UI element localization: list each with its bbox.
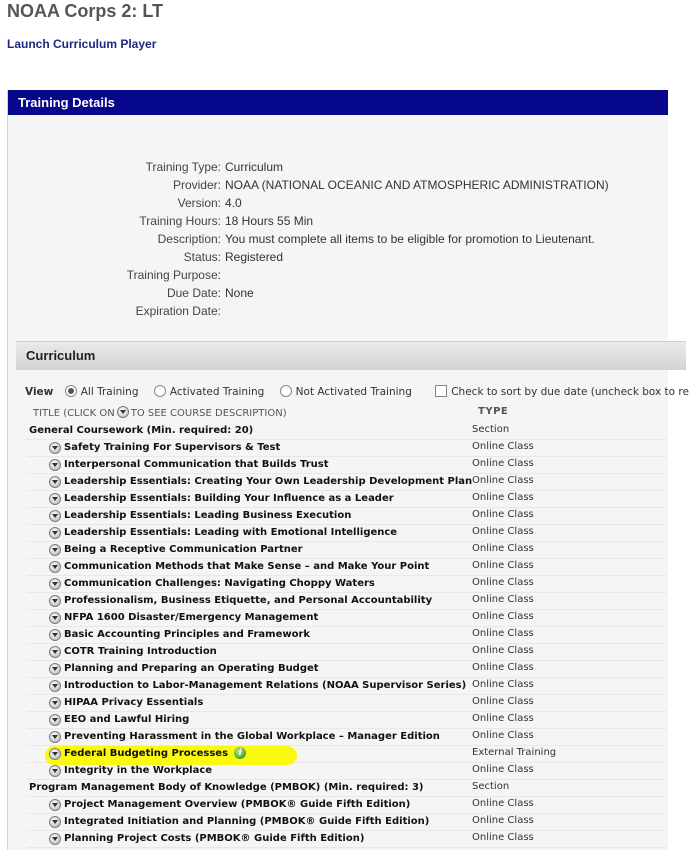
course-row[interactable] xyxy=(27,695,667,712)
course-type: Online Class xyxy=(472,662,534,673)
detail-value: NOAA (NATIONAL OCEANIC AND ATMOSPHERIC ADMINISTRATION) xyxy=(225,178,609,192)
section-title: General Coursework (Min. required: 20) xyxy=(29,425,254,436)
view-label: View xyxy=(25,386,54,398)
course-row[interactable] xyxy=(27,746,667,763)
expand-description-icon[interactable] xyxy=(49,731,61,743)
course-type: Online Class xyxy=(472,577,534,588)
course-title[interactable]: HIPAA Privacy Essentials xyxy=(64,697,204,708)
expand-description-icon[interactable] xyxy=(49,612,61,624)
course-title[interactable]: Integrity in the Workplace xyxy=(64,765,213,776)
detail-label: Provider: xyxy=(172,178,221,192)
course-title[interactable]: NFPA 1600 Disaster/Emergency Management xyxy=(64,612,319,623)
course-title[interactable]: Leadership Essentials: Leading Business Execution xyxy=(64,510,352,521)
course-title[interactable]: EEO and Lawful Hiring xyxy=(64,714,190,725)
detail-label: Expiration Date: xyxy=(135,304,221,318)
course-type: Online Class xyxy=(472,696,534,707)
course-row[interactable] xyxy=(27,508,667,525)
expand-description-icon[interactable] xyxy=(49,680,61,692)
course-title[interactable]: Leadership Essentials: Creating Your Own Leadership Development Plan xyxy=(64,476,473,487)
course-row[interactable] xyxy=(27,627,667,644)
expand-description-icon[interactable] xyxy=(49,442,61,454)
course-type: External Training xyxy=(472,747,557,758)
course-row[interactable] xyxy=(27,559,667,576)
detail-label: Training Purpose: xyxy=(126,268,221,282)
course-type: Online Class xyxy=(472,509,534,520)
not-activated-training-radio[interactable]: Not Activated Training xyxy=(278,386,422,398)
course-row[interactable] xyxy=(27,644,667,661)
course-row[interactable] xyxy=(27,763,667,780)
expand-description-icon[interactable] xyxy=(49,663,61,675)
course-title[interactable]: Project Management Overview (PMBOK® Guide Fifth Edition) xyxy=(64,799,411,810)
course-title[interactable]: Basic Accounting Principles and Framework xyxy=(64,629,311,640)
detail-value: Registered xyxy=(225,250,284,264)
detail-label: Description: xyxy=(157,232,221,246)
page-title: NOAA Corps 2: LT xyxy=(7,1,163,21)
detail-label: Due Date: xyxy=(166,286,221,300)
course-title[interactable]: COTR Training Introduction xyxy=(64,646,217,657)
course-type: Online Class xyxy=(472,764,534,775)
course-type: Online Class xyxy=(472,798,534,809)
sort-by-due-date-checkbox[interactable]: Check to sort by due date (uncheck box to re xyxy=(425,386,689,398)
course-row[interactable] xyxy=(27,678,667,695)
section-row xyxy=(27,423,667,440)
course-title[interactable]: Being a Receptive Communication Partner xyxy=(64,544,303,555)
type-column-header: TYPE xyxy=(478,406,509,417)
view-filter-row xyxy=(25,385,689,398)
expand-description-icon[interactable] xyxy=(49,629,61,641)
activated-training-radio[interactable]: Activated Training xyxy=(152,386,274,398)
course-row[interactable] xyxy=(27,797,667,814)
course-type: Online Class xyxy=(472,611,534,622)
course-row[interactable] xyxy=(27,457,667,474)
course-row[interactable] xyxy=(27,440,667,457)
course-type: Online Class xyxy=(472,543,534,554)
course-type: Online Class xyxy=(472,526,534,537)
all-training-radio[interactable]: All Training xyxy=(63,386,149,398)
course-row[interactable] xyxy=(27,610,667,627)
course-title[interactable]: Integrated Initiation and Planning (PMBOK® Guide Fifth Edition) xyxy=(64,816,430,827)
course-row[interactable] xyxy=(27,831,667,848)
detail-value: You must complete all items to be eligible for promotion to Lieutenant. xyxy=(225,232,595,246)
expand-description-icon[interactable] xyxy=(49,799,61,811)
expand-description-icon[interactable] xyxy=(49,459,61,471)
section-title: Program Management Body of Knowledge (PMBOK) (Min. required: 3) xyxy=(29,782,424,793)
course-type: Online Class xyxy=(472,560,534,571)
title-column-header: TITLE (CLICK ON TO SEE COURSE DESCRIPTION) xyxy=(33,408,287,419)
expand-description-icon[interactable] xyxy=(49,816,61,828)
course-type: Online Class xyxy=(472,815,534,826)
course-row[interactable] xyxy=(27,525,667,542)
course-type: Online Class xyxy=(472,832,534,843)
course-row[interactable] xyxy=(27,729,667,746)
course-row[interactable] xyxy=(27,542,667,559)
detail-label: Training Hours: xyxy=(139,214,221,228)
course-type: Online Class xyxy=(472,475,534,486)
detail-label: Version: xyxy=(177,196,221,210)
course-type: Section xyxy=(472,424,510,435)
course-type: Online Class xyxy=(472,441,534,452)
course-type: Online Class xyxy=(472,679,534,690)
info-icon[interactable]: i xyxy=(234,747,246,759)
curriculum-header: Curriculum xyxy=(16,341,686,370)
course-title[interactable]: Federal Budgeting Processes xyxy=(64,748,229,759)
detail-value: 18 Hours 55 Min xyxy=(225,214,314,228)
expand-description-icon[interactable] xyxy=(49,510,61,522)
expand-description-icon[interactable] xyxy=(49,578,61,590)
course-type: Online Class xyxy=(472,628,534,639)
course-title[interactable]: Interpersonal Communication that Builds Trust xyxy=(64,459,329,470)
course-row[interactable] xyxy=(27,661,667,678)
course-title[interactable]: Leadership Essentials: Leading with Emotional Intelligence xyxy=(64,527,398,538)
course-type: Section xyxy=(472,781,510,792)
expand-description-icon[interactable] xyxy=(49,544,61,556)
expand-description-icon[interactable] xyxy=(49,595,61,607)
course-row[interactable] xyxy=(27,491,667,508)
expand-description-icon[interactable] xyxy=(49,748,61,760)
course-title[interactable]: Leadership Essentials: Building Your Influence as a Leader xyxy=(64,493,394,504)
expand-description-icon[interactable] xyxy=(49,476,61,488)
course-type: Online Class xyxy=(472,713,534,724)
course-title[interactable]: Planning Project Costs (PMBOK® Guide Fifth Edition) xyxy=(64,833,365,844)
course-row[interactable] xyxy=(27,814,667,831)
detail-value: Curriculum xyxy=(225,160,284,174)
detail-value: 4.0 xyxy=(225,196,242,210)
expand-description-icon[interactable] xyxy=(49,833,61,845)
course-title[interactable]: Introduction to Labor-Management Relations (NOAA Supervisor Series) xyxy=(64,680,467,691)
course-type: Online Class xyxy=(472,458,534,469)
course-title[interactable]: Professionalism, Business Etiquette, and Personal Accountability xyxy=(64,595,433,606)
detail-label: Status: xyxy=(183,250,221,264)
course-title[interactable]: Planning and Preparing an Operating Budget xyxy=(64,663,319,674)
curriculum-list xyxy=(27,423,667,848)
expand-description-icon[interactable] xyxy=(49,493,61,505)
course-title[interactable]: Preventing Harassment in the Global Workplace – Manager Edition xyxy=(64,731,440,742)
expand-icon xyxy=(117,406,129,418)
course-row[interactable] xyxy=(27,712,667,729)
expand-description-icon[interactable] xyxy=(49,765,61,777)
course-row[interactable] xyxy=(27,593,667,610)
training-details-header: Training Details xyxy=(8,90,668,115)
section-row xyxy=(27,780,667,797)
expand-description-icon[interactable] xyxy=(49,527,61,539)
course-type: Online Class xyxy=(472,492,534,503)
detail-label: Training Type: xyxy=(145,160,221,174)
course-row[interactable] xyxy=(27,576,667,593)
expand-description-icon[interactable] xyxy=(49,646,61,658)
detail-value: None xyxy=(225,286,254,300)
course-title[interactable]: Safety Training For Supervisors & Test xyxy=(64,442,281,453)
course-title[interactable]: Communication Methods that Make Sense – and Make Your Point xyxy=(64,561,430,572)
launch-curriculum-player-link[interactable]: Launch Curriculum Player xyxy=(7,37,157,51)
course-title[interactable]: Communication Challenges: Navigating Choppy Waters xyxy=(64,578,375,589)
course-type: Online Class xyxy=(472,594,534,605)
course-row[interactable] xyxy=(27,474,667,491)
expand-description-icon[interactable] xyxy=(49,561,61,573)
expand-description-icon[interactable] xyxy=(49,697,61,709)
course-type: Online Class xyxy=(472,645,534,656)
expand-description-icon[interactable] xyxy=(49,714,61,726)
course-type: Online Class xyxy=(472,730,534,741)
